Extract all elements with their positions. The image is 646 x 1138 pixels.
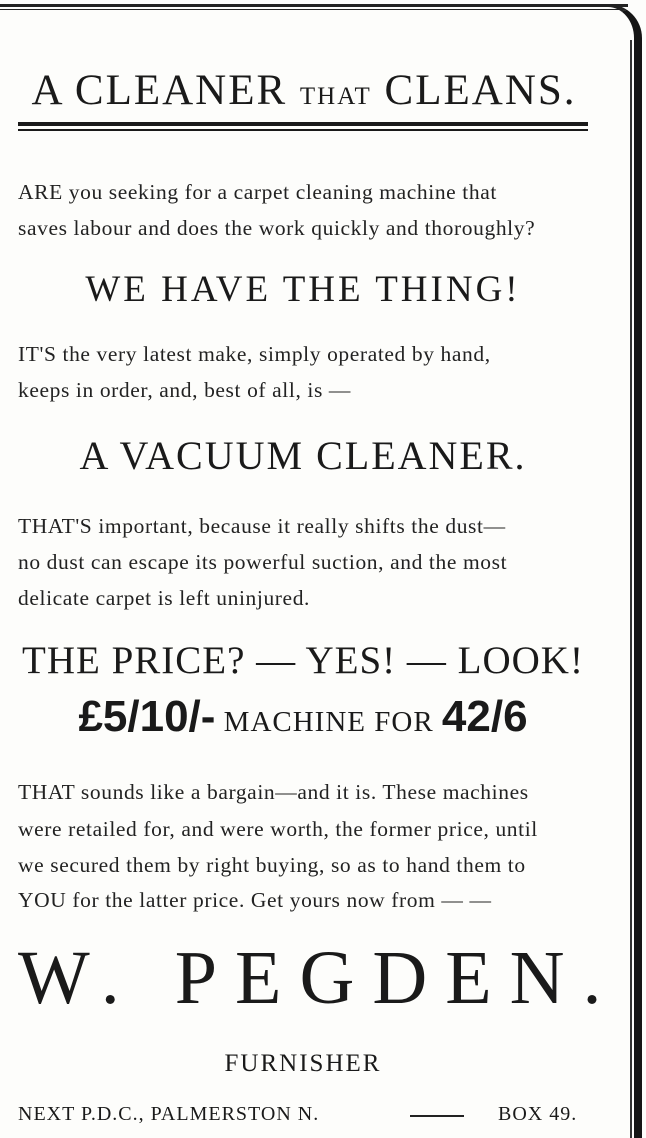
ad-headline bbox=[16, 66, 592, 115]
bargain-line-4: YOU for the latter price. Get yours now from — — bbox=[18, 888, 492, 912]
new-price: 42/6 bbox=[441, 692, 528, 741]
headline-rule-thick bbox=[18, 122, 588, 126]
intro-line-1: ARE you seeking for a carpet cleaning machine that bbox=[18, 180, 497, 204]
headline-middle: THAT bbox=[299, 83, 372, 110]
heading-vacuum-cleaner: A VACUUM CLEANER. bbox=[79, 433, 527, 478]
offer-text: MACHINE FOR bbox=[223, 706, 434, 738]
headline-right: CLEANS. bbox=[384, 67, 577, 114]
merchant-trade: FURNISHER bbox=[224, 1050, 382, 1077]
right-border-inner-rule bbox=[630, 40, 632, 1138]
intro-line-2: saves labour and does the work quickly and thoroughly? bbox=[18, 216, 536, 240]
top-border-rule bbox=[0, 4, 628, 7]
bargain-line-2: were retailed for, and were worth, the former price, until bbox=[18, 817, 538, 841]
price-offer bbox=[18, 692, 588, 742]
headline-left: A CLEANER bbox=[31, 67, 288, 114]
bargain-line-3: we secured them by right buying, so as to hand them to bbox=[18, 853, 526, 877]
bargain-line-1: THAT sounds like a bargain—and it is. These machines bbox=[18, 780, 529, 804]
heading-price: THE PRICE? — YES! — LOOK! bbox=[22, 639, 584, 682]
merchant-name: W. PEGDEN. bbox=[18, 936, 620, 1020]
footer-dash-rule bbox=[410, 1115, 464, 1117]
merchant-address: NEXT P.D.C., PALMERSTON N. bbox=[18, 1103, 320, 1125]
old-price: £5/10/- bbox=[78, 692, 216, 741]
benefit-line-3: delicate carpet is left uninjured. bbox=[18, 586, 311, 610]
top-border-rule-thin bbox=[0, 9, 624, 10]
description-line-1: IT'S the very latest make, simply operated by hand, bbox=[18, 342, 491, 366]
benefit-line-2: no dust can escape its powerful suction, and the most bbox=[18, 550, 508, 574]
description-line-2: keeps in order, and, best of all, is — bbox=[18, 378, 352, 402]
merchant-box: BOX 49. bbox=[498, 1103, 578, 1125]
headline-rule-thin bbox=[18, 129, 588, 131]
heading-we-have-the-thing: WE HAVE THE THING! bbox=[85, 269, 521, 310]
benefit-line-1: THAT'S important, because it really shifts the dust— bbox=[18, 514, 506, 538]
